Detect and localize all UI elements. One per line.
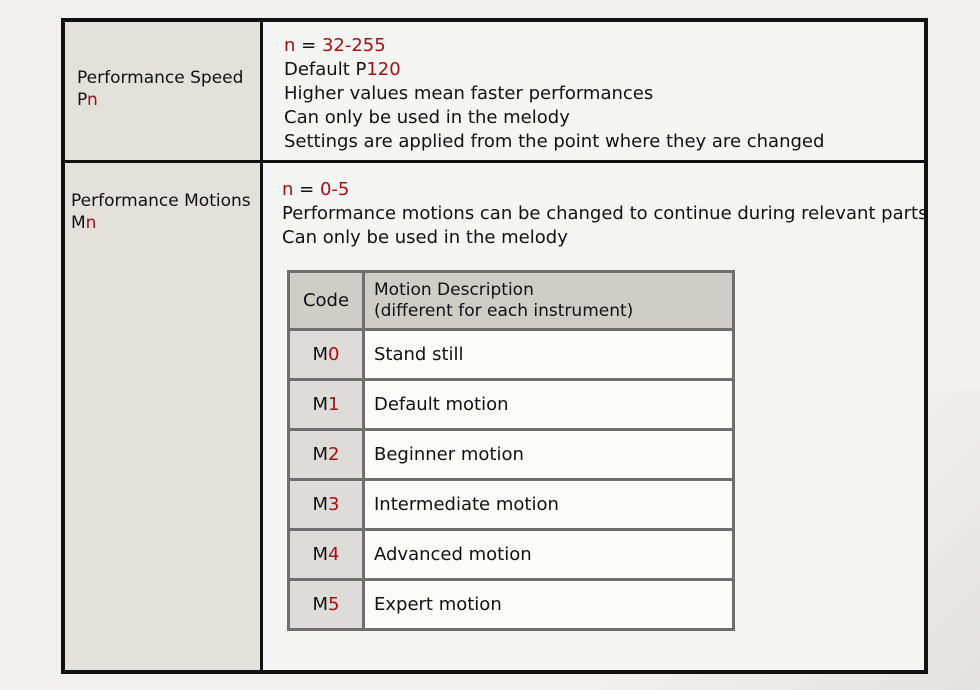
row-divider [65, 160, 924, 163]
command-description-speed [284, 34, 824, 154]
command-title: Performance Speed [77, 68, 244, 88]
motion-code: M1 [289, 380, 364, 430]
motion-description: Default motion [364, 380, 734, 430]
table-row [289, 530, 734, 580]
motion-description: Advanced motion [364, 530, 734, 580]
note-line: Can only be used in the melody [282, 227, 568, 248]
note-line: Settings are applied from the point where they are changed [284, 131, 825, 152]
note-line: Can only be used in the melody [284, 107, 570, 128]
motion-description: Intermediate motion [364, 480, 734, 530]
header-description: Motion Description (different for each instrument) [364, 272, 734, 330]
motion-description: Stand still [364, 330, 734, 380]
note-line: Performance motions can be changed to continue during relevant parts [282, 203, 928, 224]
motion-description: Expert motion [364, 580, 734, 630]
motion-description: Beginner motion [364, 430, 734, 480]
range-line: n = 32-255 [284, 35, 386, 56]
table-row [289, 380, 734, 430]
motion-code-table [287, 270, 735, 631]
command-reference-table [61, 18, 928, 674]
command-description-motions [282, 178, 927, 250]
table-header-row [289, 272, 734, 330]
command-syntax: Pn [77, 90, 98, 110]
command-name-column [65, 22, 263, 670]
command-title: Performance Motions [71, 191, 251, 211]
note-line: Higher values mean faster performances [284, 83, 654, 104]
motion-code: M0 [289, 330, 364, 380]
table-row [289, 430, 734, 480]
motion-code: M4 [289, 530, 364, 580]
motion-code: M2 [289, 430, 364, 480]
command-syntax: Mn [71, 213, 97, 233]
command-name-motions [71, 190, 251, 234]
motion-code: M5 [289, 580, 364, 630]
motion-code: M3 [289, 480, 364, 530]
range-line: n = 0-5 [282, 179, 350, 200]
table-row [289, 480, 734, 530]
table-row [289, 330, 734, 380]
default-line: Default P120 [284, 59, 401, 80]
table-row [289, 580, 734, 630]
header-code: Code [289, 272, 364, 330]
command-name-speed [77, 67, 243, 111]
